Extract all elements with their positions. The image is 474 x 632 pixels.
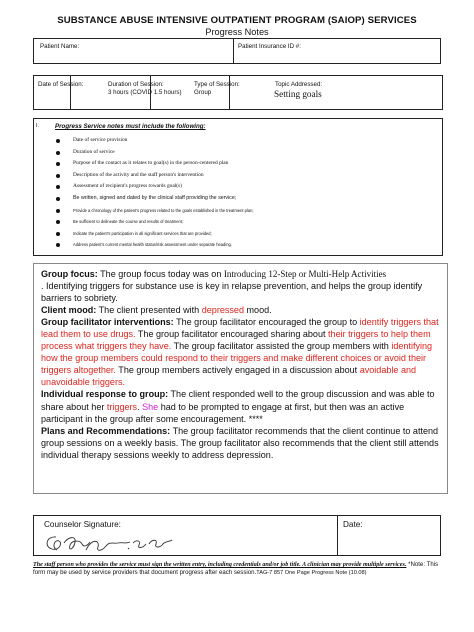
plans-label: Plans and Recommendations: <box>41 425 171 436</box>
individual-response-label: Individual response to group: <box>41 389 169 400</box>
session-duration-value: 3 hours (COVID 1.5 hours) <box>108 89 182 96</box>
list-item: Be written, signed and dated by the clinical staff providing the service; <box>54 193 439 205</box>
bullet-icon <box>56 151 60 155</box>
interventions-paragraph: Group facilitator interventions: The group facilitator encouraged the group to identify triggers that lead them to use drugs. The group facilitator encouraged sharing about their triggers to help them process what triggers they have. The group facilitator assisted the group members with identifying how the group members could respond to their triggers and make different choices or avoid their triggers altogether. The group members actively engaged in a discussion about avoidable and unavoidable triggers. <box>41 317 439 388</box>
footer-tag: TAG-7 857 One Page Progress Note (10.08) <box>256 570 367 577</box>
signature-divider <box>337 516 338 555</box>
bullet-icon <box>56 139 60 143</box>
guidelines-heading: Progress Service notes must include the following: <box>55 123 206 130</box>
progress-notes-body <box>33 263 448 494</box>
list-item: Description of the activity and the staff person's intervention <box>54 170 439 182</box>
handwritten-signature <box>42 530 177 556</box>
bullet-icon <box>56 197 60 201</box>
footer-note <box>33 561 445 578</box>
client-mood-label: Client mood: <box>41 305 97 316</box>
bullet-icon <box>56 243 60 247</box>
form-title: SUBSTANCE ABUSE INTENSIVE OUTPATIENT PROGRAM (SAIOP) SERVICES <box>57 15 417 26</box>
patient-name-label: Patient Name: <box>40 43 80 50</box>
signature-row <box>33 515 441 556</box>
list-item: Purpose of the contact as it relates to goal(s) in the person-centered plan <box>54 158 439 170</box>
session-date-label-visible: Date of Session: <box>38 81 84 88</box>
signature-date-label: Date: <box>343 520 363 529</box>
interventions-label: Group facilitator interventions: <box>41 317 174 328</box>
session-type-value: Group <box>194 89 212 96</box>
guidelines-box <box>33 118 443 256</box>
patient-insurance-label: Patient Insurance ID #: <box>238 43 301 50</box>
bullet-icon <box>56 185 60 189</box>
session-topic-label: Topic Addressed: <box>275 81 323 88</box>
patient-name-divider <box>233 39 234 63</box>
guidelines-list <box>54 135 439 251</box>
plans-paragraph: Plans and Recommendations: The group facilitator recommends that the client continue to attend group sessions on a weekly basis. The group facilitator also recommends that the client still attends individual therapy sessions weekly to address depression. <box>41 425 439 460</box>
list-item: Be sufficient to delineate the course and results of treatment; <box>54 216 439 228</box>
client-mood-value: depressed <box>201 305 244 316</box>
session-duration-label: Duration of Session: <box>108 81 164 88</box>
bullet-icon <box>56 209 60 213</box>
group-focus-topic: Introducing 12-Step or Multi-Help Activities <box>223 269 387 279</box>
group-focus-label: Group focus: <box>41 269 98 279</box>
session-type-label: Type of Session: <box>194 81 240 88</box>
form-subtitle: Progress Notes <box>205 27 269 37</box>
footer-staff-instruction: The staff person who provides the service must sign the written entry, including credentials and/or job title. A clinician may provide multiple services. <box>33 562 407 568</box>
session-topic-value: Setting goals <box>274 89 322 99</box>
client-mood-paragraph: Client mood: The client presented with depressed mood. <box>41 305 272 316</box>
list-item: Address patient's current mental health status/risk assessment under separate heading. <box>54 239 439 251</box>
guidelines-marker: I. <box>36 123 39 129</box>
footer-form-note: *Note: This form may be used by service providers that document progress after each session. <box>33 561 439 577</box>
list-item: Date of service provision <box>54 135 439 147</box>
list-item: Assessment of recipient's progress towards goal(s) <box>54 181 439 193</box>
bullet-icon <box>56 232 60 236</box>
bullet-icon <box>56 174 60 178</box>
bullet-icon <box>56 162 60 166</box>
group-focus-paragraph: Group focus: The group focus today was on Introducing 12-Step or Multi-Help Activities . Identifying triggers for substance use is key in relapse prevention, and helps the group identify barriers to sobriety. <box>41 269 423 304</box>
list-item: Provide a chronology of the patient's progress related to the goals established in the treatment plan; <box>54 205 439 217</box>
individual-response-paragraph: Individual response to group: The client responded well to the group discussion and was able to share about her triggers. She had to be prompted to engage at first, but then was an active participant in the group after some encouragement. **** <box>41 389 435 424</box>
list-item: Indicate the patient's participation in all significant services that are provided; <box>54 228 439 240</box>
list-item: Duration of service <box>54 147 439 159</box>
counselor-signature-label: Counselor Signature: <box>44 520 121 529</box>
patient-info-row <box>33 38 441 64</box>
bullet-icon <box>56 220 60 224</box>
